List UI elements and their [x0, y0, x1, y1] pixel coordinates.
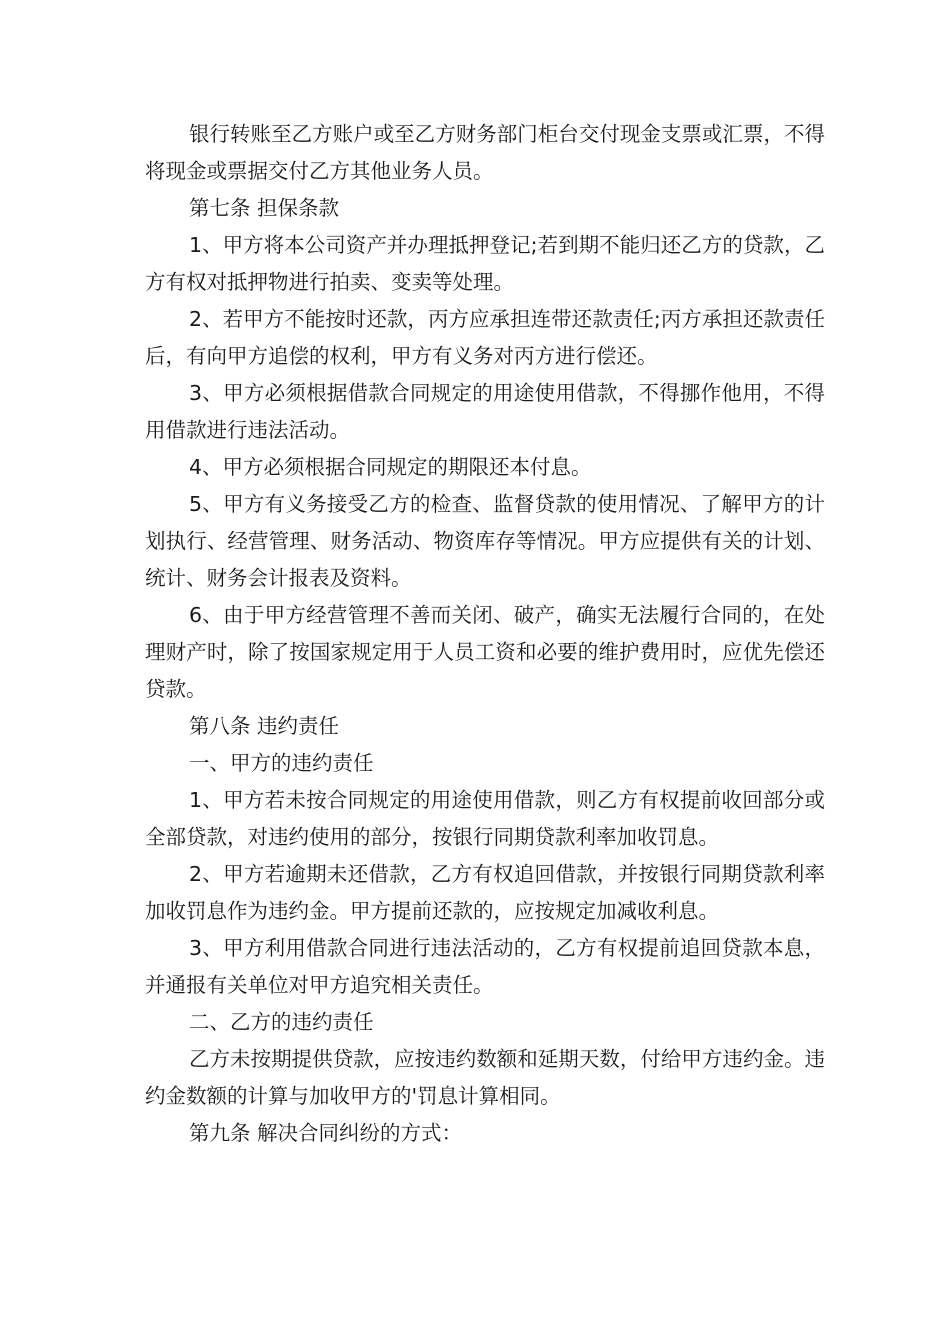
article-8-heading: 第八条 违约责任 — [189, 714, 340, 738]
article-7-heading: 第七条 担保条款 — [189, 196, 340, 220]
paragraph-guarantee-4: 4、甲方必须根据合同规定的期限还本付息。 — [189, 455, 592, 479]
document-body — [145, 116, 825, 1152]
party-b-liability-heading: 二、乙方的违约责任 — [189, 1010, 374, 1034]
paragraph-liability-b: 乙方未按期提供贷款，应按违约数额和延期天数，付给甲方违约金。违约金数额的计算与加收甲方的'罚息计算相同。 — [145, 1047, 825, 1108]
paragraph-liability-a-2: 2、甲方若逾期未还借款，乙方有权追回借款，并按银行同期贷款利率加收罚息作为违约金。甲方提前还款的，应按规定加减收利息。 — [145, 862, 825, 923]
article-9-heading: 第九条 解决合同纠纷的方式： — [189, 1121, 463, 1145]
paragraph-guarantee-3: 3、甲方必须根据借款合同规定的用途使用借款，不得挪作他用，不得用借款进行违法活动。 — [145, 381, 825, 442]
paragraph-guarantee-1: 1、甲方将本公司资产并办理抵押登记;若到期不能归还乙方的贷款，乙方有权对抵押物进行拍卖、变卖等处理。 — [145, 233, 825, 294]
paragraph-liability-a-1: 1、甲方若未按合同规定的用途使用借款，则乙方有权提前收回部分或全部贷款，对违约使用的部分，按银行同期贷款利率加收罚息。 — [145, 788, 825, 849]
paragraph-guarantee-6: 6、由于甲方经营管理不善而关闭、破产，确实无法履行合同的，在处理财产时，除了按国家规定用于人员工资和必要的维护费用时，应优先偿还贷款。 — [145, 603, 825, 701]
paragraph-guarantee-5: 5、甲方有义务接受乙方的检查、监督贷款的使用情况、了解甲方的计划执行、经营管理、财务活动、物资库存等情况。甲方应提供有关的计划、统计、财务会计报表及资料。 — [145, 492, 825, 590]
paragraph-payment-method: 银行转账至乙方账户或至乙方财务部门柜台交付现金支票或汇票，不得将现金或票据交付乙方其他业务人员。 — [145, 122, 825, 183]
paragraph-guarantee-2: 2、若甲方不能按时还款，丙方应承担连带还款责任;丙方承担还款责任后，有向甲方追偿的权利，甲方有义务对丙方进行偿还。 — [145, 307, 825, 368]
paragraph-liability-a-3: 3、甲方利用借款合同进行违法活动的，乙方有权提前追回贷款本息，并通报有关单位对甲方追究相关责任。 — [145, 936, 825, 997]
party-a-liability-heading: 一、甲方的违约责任 — [189, 751, 374, 775]
